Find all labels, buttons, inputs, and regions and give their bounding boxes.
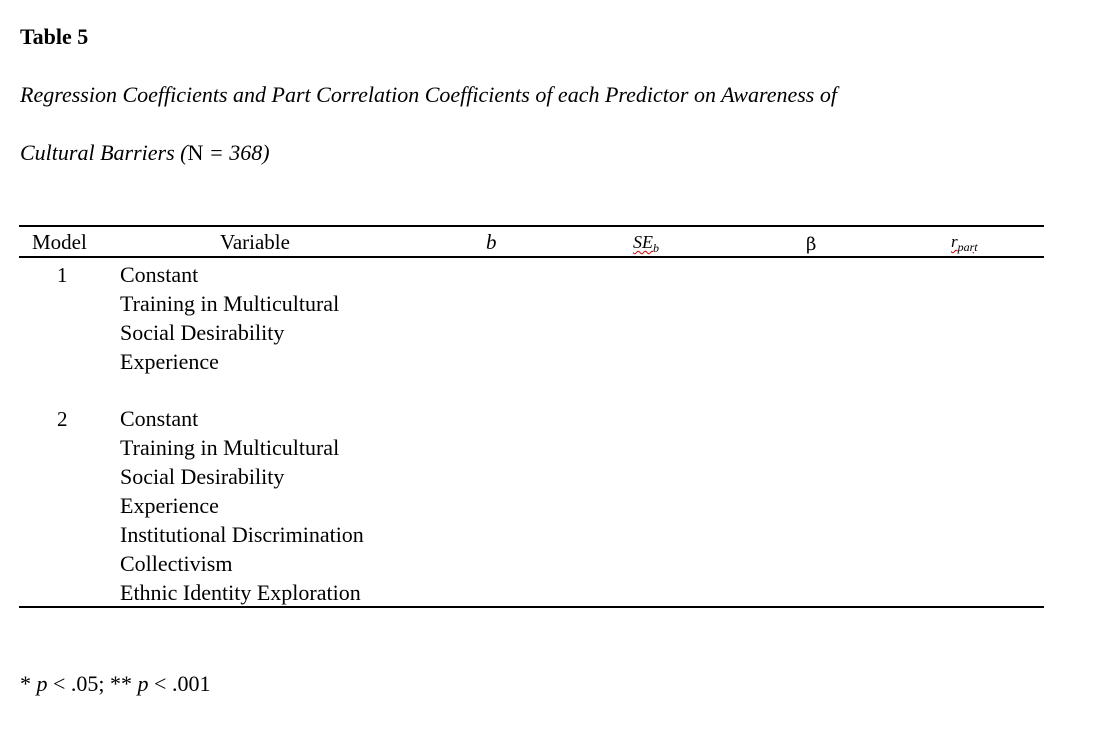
variable-cell: Institutional Discrimination: [120, 522, 364, 547]
variable-cell: Collectivism: [120, 551, 233, 576]
header-r-part-text: $r_{part}$: [951, 232, 978, 254]
header-se-b: [633, 228, 659, 258]
variable-cell: Social Desirability: [120, 320, 285, 345]
variable-cell: Social Desirability: [120, 464, 285, 489]
variable-cell: Training in Multicultural: [120, 291, 340, 316]
header-r-part: [951, 228, 978, 257]
table-bottom-rule: [19, 606, 1044, 608]
caption-n: N: [187, 140, 204, 165]
table-number: Table 5: [20, 24, 89, 49]
model-number-1: 1: [57, 263, 68, 287]
variable-cell: Experience: [120, 493, 219, 518]
header-b: b: [486, 230, 497, 254]
table-header-rule: [19, 256, 1044, 258]
header-variable: Variable: [220, 230, 290, 254]
header-model: Model: [32, 230, 87, 254]
variable-cell: Constant: [120, 262, 199, 287]
caption-suffix: = 368): [203, 140, 270, 165]
table-caption-line-1: Regression Coefficients and Part Correlation Coefficients of each Predictor on Awareness of: [20, 82, 837, 107]
model-1-variable-list: [120, 260, 339, 376]
significance-footnote: * p < .05; ** p < .001: [20, 671, 211, 696]
model-2-variable-list: [120, 404, 364, 607]
variable-cell: Training in Multicultural: [120, 435, 340, 460]
table-caption-line-2: [20, 138, 270, 168]
model-number-2: 2: [57, 407, 68, 431]
table-top-rule: [19, 225, 1044, 227]
variable-cell: Constant: [120, 406, 199, 431]
caption-prefix: Cultural Barriers (: [20, 140, 188, 165]
header-se-text: $SE_b$: [633, 232, 659, 255]
header-beta: β: [806, 234, 817, 255]
variable-cell: Experience: [120, 349, 219, 374]
variable-cell: Ethnic Identity Exploration: [120, 580, 361, 605]
